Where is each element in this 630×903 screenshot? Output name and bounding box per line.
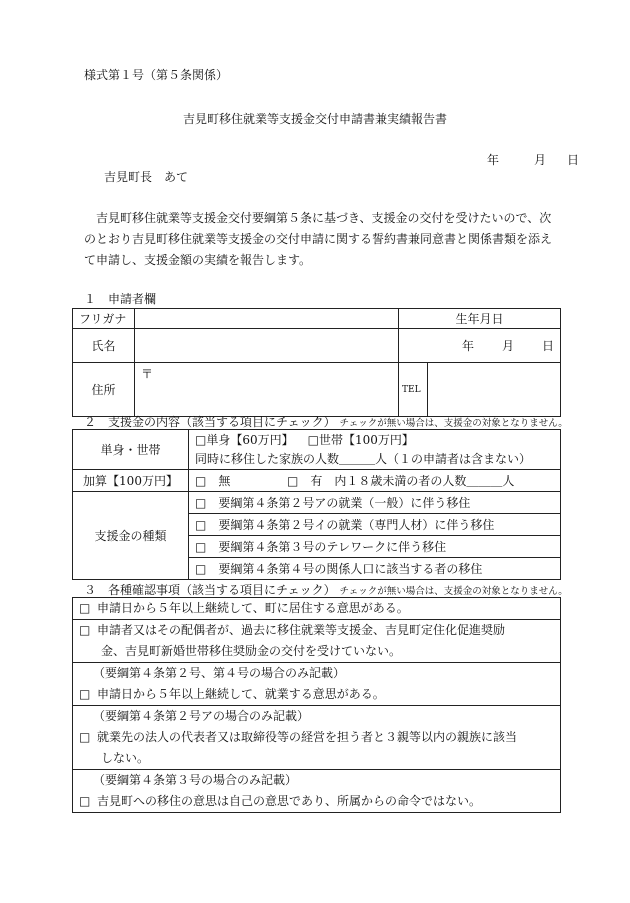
tel-label: TEL	[399, 363, 428, 417]
document-title: 吉見町移住就業等支援金交付申請書兼実績報告書	[182, 112, 447, 126]
confirm-text: 申請者又はその配偶者が、過去に移住就業等支援金、吉見町定住化促進奨励	[97, 623, 506, 637]
address-label: 住所	[73, 363, 135, 417]
confirm-item-relative[interactable]	[73, 706, 561, 770]
form-number: 様式第１号（第５条関係）	[84, 68, 229, 82]
name-field[interactable]	[135, 329, 399, 363]
section1-heading: １ 申請者欄	[84, 292, 157, 306]
section2-note: チェックが無い場合は、支援金の対象となりません。	[339, 418, 568, 429]
furigana-label: フリガナ	[73, 309, 135, 329]
confirm-text: 吉見町への移住の意思は自己の意思であり、所属からの命令ではない。	[97, 794, 482, 808]
confirm-item-residence[interactable]	[73, 598, 561, 620]
address-field[interactable]	[135, 363, 399, 417]
support-type-label: 支援金の種類	[73, 492, 189, 580]
confirm-item-no-prior-grant[interactable]	[73, 620, 561, 663]
support-content-table	[72, 429, 561, 580]
date-year: 年	[487, 153, 500, 167]
date-line	[487, 151, 579, 168]
furigana-field[interactable]	[135, 309, 399, 329]
support-type-item[interactable]: □ 要綱第４条第３号のテレワークに伴う移住	[189, 536, 561, 558]
confirm-item-employment[interactable]	[73, 663, 561, 706]
addition-none-checkbox[interactable]: □ 無	[195, 474, 231, 488]
date-day: 日	[566, 153, 579, 167]
confirm-text: 申請日から５年以上継続して、町に居住する意思がある。	[97, 601, 409, 615]
name-label: 氏名	[73, 329, 135, 363]
birth-day: 日	[541, 339, 554, 353]
household-checkbox[interactable]: □世帯【100万円】	[307, 432, 414, 447]
condition-note: （要綱第４条第２号、第４号の場合のみ記載）	[93, 666, 346, 680]
family-count-line: 同時に移住した家族の人数＿＿＿人（１の申請者は含まない）	[195, 451, 532, 466]
intro-paragraph: 吉見町移住就業等支援金交付要綱第５条に基づき、支援金の交付を受けたいので、次のとおり吉見町移住就業等支援金の交付申請に関する誓約書兼同意書と関係書類を添えて申請し、支援金額の実績を報告します。	[84, 211, 553, 267]
checkbox[interactable]: □	[79, 730, 91, 744]
tel-field[interactable]	[428, 363, 561, 417]
birth-month: 月	[501, 339, 514, 353]
section3-note: チェックが無い場合は、支援金の対象となりません。	[339, 586, 568, 597]
condition-note: （要綱第４条第３号の場合のみ記載）	[93, 773, 298, 787]
addressee: 吉見町長 あて	[104, 170, 189, 184]
section2-heading	[84, 413, 568, 430]
checkbox[interactable]: □	[79, 623, 91, 637]
date-month: 月	[533, 153, 546, 167]
birthdate-field[interactable]	[399, 329, 561, 363]
checkbox[interactable]: □	[79, 687, 91, 701]
single-checkbox[interactable]: □単身【60万円】	[195, 432, 294, 447]
support-type-item[interactable]: □ 要綱第４条第２号イの就業（専門人材）に伴う移住	[189, 514, 561, 536]
confirm-text-cont: 金、吉見町新婚世帯移住奨励金の交付を受けていない。	[101, 644, 402, 658]
addition-label: 加算【100万円】	[73, 470, 189, 492]
birthdate-label: 生年月日	[399, 309, 561, 329]
section3-title: ３ 各種確認事項（該当する項目にチェック）	[84, 583, 336, 597]
condition-note: （要綱第４条第２号アの場合のみ記載）	[93, 709, 310, 723]
confirm-text: 就業先の法人の代表者又は取締役等の経営を担う者と３親等以内の親族に該当	[97, 730, 518, 744]
section2-title: ２ 支援金の内容（該当する項目にチェック）	[84, 415, 336, 429]
birth-year: 年	[461, 339, 474, 353]
addition-yes-checkbox[interactable]: □ 有 内１８歳未満の者の人数＿＿＿人	[287, 474, 515, 488]
postal-mark: 〒	[141, 367, 154, 381]
support-type-item[interactable]: □ 要綱第４条第２号アの就業（一般）に伴う移住	[189, 492, 561, 514]
confirm-item-telework[interactable]	[73, 770, 561, 813]
applicant-table	[72, 308, 561, 417]
checkbox[interactable]: □	[79, 601, 91, 615]
section3-heading	[84, 581, 568, 598]
single-household-label: 単身・世帯	[73, 430, 189, 470]
confirm-text: 申請日から５年以上継続して、就業する意思がある。	[97, 687, 385, 701]
support-type-item[interactable]: □ 要綱第４条第４号の関係人口に該当する者の移住	[189, 558, 561, 580]
confirm-text-cont: しない。	[101, 751, 150, 765]
checkbox[interactable]: □	[79, 794, 91, 808]
confirmation-table	[72, 597, 561, 813]
